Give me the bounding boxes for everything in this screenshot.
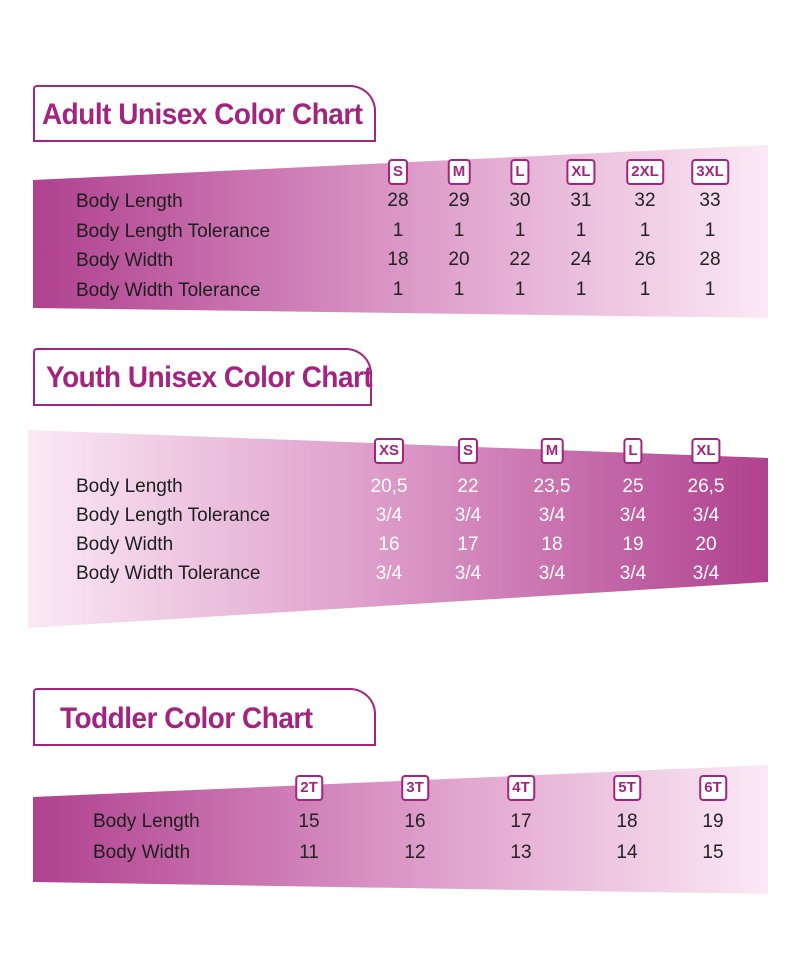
table-cell: 1 — [575, 279, 587, 300]
table-cell: 26 — [634, 249, 656, 270]
table-cell: 31 — [570, 190, 592, 211]
table-cell: 3/4 — [692, 563, 720, 584]
row-label: Body Length — [76, 191, 183, 212]
size-badge: 3XL — [691, 159, 729, 185]
table-cell: 12 — [404, 842, 426, 863]
table-cell: 17 — [457, 534, 479, 555]
table-cell: 28 — [387, 190, 409, 211]
size-badge: 3T — [401, 775, 429, 801]
table-cell: 30 — [509, 190, 531, 211]
table-cell: 3/4 — [692, 505, 720, 526]
table-cell: 19 — [622, 534, 644, 555]
table-cell: 3/4 — [538, 563, 566, 584]
size-badge: XL — [691, 438, 720, 464]
table-cell: 22 — [457, 476, 479, 497]
table-cell: 1 — [704, 220, 716, 241]
row-label: Body Width Tolerance — [76, 563, 261, 584]
table-cell: 1 — [704, 279, 716, 300]
row-label: Body Width — [76, 534, 174, 555]
size-badge: S — [458, 438, 478, 464]
size-badge: 5T — [613, 775, 641, 801]
table-cell: 1 — [392, 279, 404, 300]
size-badge: M — [448, 159, 471, 185]
table-cell: 28 — [699, 249, 721, 270]
table-cell: 1 — [453, 279, 465, 300]
table-cell: 33 — [699, 190, 721, 211]
size-badge: XS — [374, 438, 404, 464]
row-label: Body Width Tolerance — [76, 280, 261, 301]
row-label: Body Width — [93, 842, 191, 863]
table-cell: 14 — [616, 842, 638, 863]
table-cell: 26,5 — [687, 476, 725, 497]
table-cell: 11 — [299, 842, 319, 863]
table-cell: 3/4 — [454, 505, 482, 526]
table-cell: 1 — [453, 220, 465, 241]
table-cell: 19 — [702, 811, 724, 832]
table-cell: 18 — [387, 249, 409, 270]
table-cell: 3/4 — [375, 563, 403, 584]
table-cell: 18 — [541, 534, 563, 555]
table-cell: 15 — [702, 842, 724, 863]
table-cell: 32 — [634, 190, 656, 211]
row-label: Body Length Tolerance — [76, 221, 271, 242]
table-cell: 1 — [514, 220, 526, 241]
toddler-title-underline — [33, 744, 376, 746]
table-cell: 29 — [448, 190, 470, 211]
table-cell: 24 — [570, 249, 592, 270]
table-cell: 1 — [392, 220, 404, 241]
toddler-chart-title: Toddler Color Chart — [60, 702, 313, 735]
row-label: Body Width — [76, 250, 174, 271]
size-badge: 4T — [507, 775, 535, 801]
row-label: Body Length — [76, 476, 183, 497]
table-cell: 3/4 — [538, 505, 566, 526]
table-cell: 18 — [616, 811, 638, 832]
table-cell: 25 — [622, 476, 644, 497]
table-cell: 20 — [695, 534, 717, 555]
size-badge: M — [541, 438, 564, 464]
size-badge: 2XL — [626, 159, 664, 185]
row-label: Body Length — [93, 811, 200, 832]
table-cell: 3/4 — [454, 563, 482, 584]
table-cell: 1 — [639, 220, 651, 241]
youth-chart-title: Youth Unisex Color Chart — [46, 361, 373, 394]
table-cell: 16 — [378, 534, 400, 555]
table-cell: 17 — [510, 811, 532, 832]
size-badge: 2T — [295, 775, 323, 801]
table-cell: 3/4 — [619, 505, 647, 526]
table-cell: 16 — [404, 811, 426, 832]
size-badge: L — [623, 438, 642, 464]
table-cell: 1 — [514, 279, 526, 300]
table-cell: 22 — [509, 249, 531, 270]
adult-chart-title: Adult Unisex Color Chart — [42, 98, 363, 131]
table-cell: 3/4 — [619, 563, 647, 584]
table-cell: 20 — [448, 249, 470, 270]
table-cell: 3/4 — [375, 505, 403, 526]
size-badge: XL — [566, 159, 595, 185]
row-label: Body Length Tolerance — [76, 505, 271, 526]
table-cell: 13 — [510, 842, 532, 863]
table-cell: 15 — [298, 811, 320, 832]
size-badge: 6T — [699, 775, 727, 801]
table-cell: 23,5 — [533, 476, 571, 497]
table-cell: 1 — [575, 220, 587, 241]
size-badge: L — [510, 159, 529, 185]
size-badge: S — [388, 159, 408, 185]
table-cell: 20,5 — [370, 476, 408, 497]
table-cell: 1 — [639, 279, 651, 300]
